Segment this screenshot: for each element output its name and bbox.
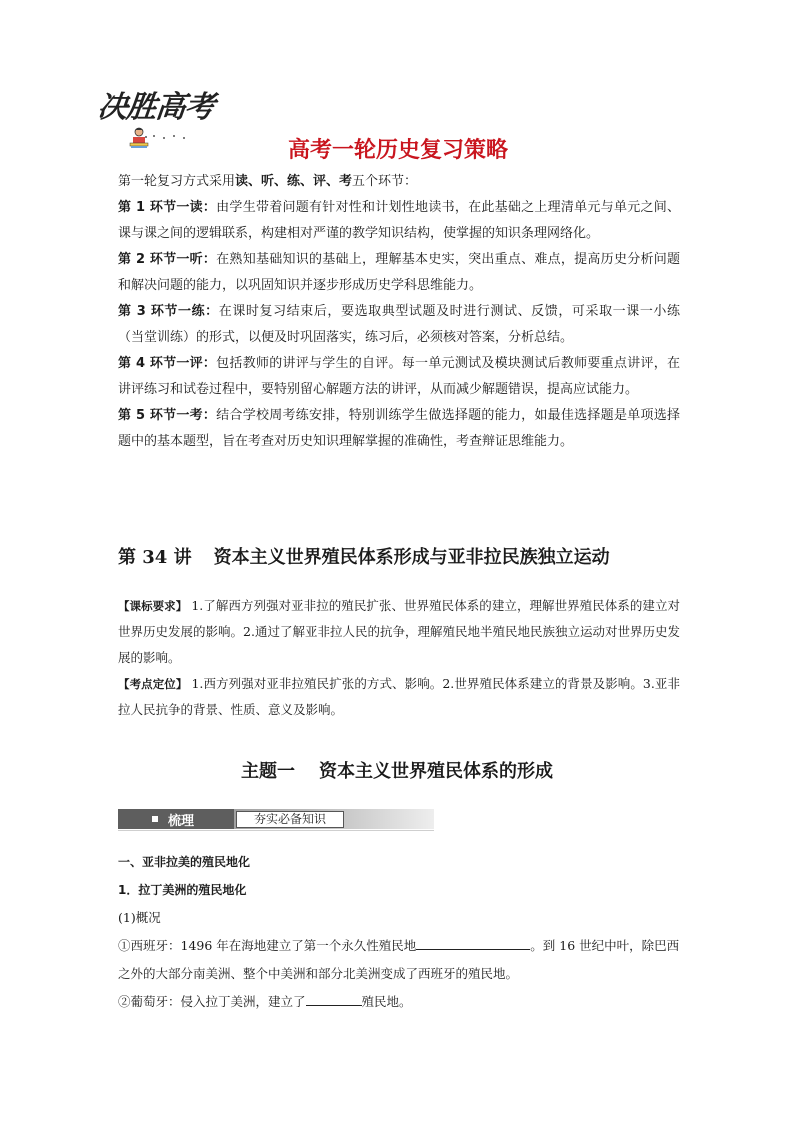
intro-step: 第 1 环节一读：由学生带着问题有针对性和计划性地读书，在此基础之上理清单元与单元之间、课与课之间的逻辑联系，构建相对严谨的教学知识结构，使掌握的知识条理网络化。 — [118, 200, 680, 241]
section-heading: 一、亚非拉美的殖民地化 — [118, 855, 251, 869]
exam-focus: 【考点定位】 1.西方列强对亚非拉殖民扩张的方式、影响。2.世界殖民体系建立的背景及影响。3.亚非拉人民抗争的背景、性质、意义及影响。 — [118, 676, 680, 717]
requirements — [118, 593, 680, 723]
banner-box: 夯实必备知识 — [236, 811, 344, 828]
subsection-heading: 1．拉丁美洲的殖民地化 — [118, 883, 247, 897]
content — [118, 848, 680, 1016]
square-bullet-icon — [152, 816, 158, 822]
lecture-title: 第 34 讲 资本主义世界殖民体系形成与亚非拉民族独立运动 — [118, 547, 610, 568]
answer-blank[interactable] — [416, 933, 530, 950]
banner-underline — [118, 830, 434, 831]
intro-lead: 第一轮复习方式采用读、听、练、评、考五个环节： — [118, 174, 418, 189]
intro-section — [118, 169, 680, 455]
intro-step: 第 3 环节一练：在课时复习结束后，要选取典型试题及时进行测试、反馈，可采取一课一小练（当堂训练）的形式，以便及时巩固落实，练习后，必须核对答案，分析总结。 — [118, 304, 680, 345]
page-title: 高考一轮历史复习策略 — [287, 138, 508, 163]
spain-item: ①西班牙：1496 年在海地建立了第一个永久性殖民地 。到 16 世纪中叶，除巴西之外的大部分南美洲、整个中美洲和部分北美洲变成了西班牙的殖民地。 — [118, 932, 680, 988]
standard-requirement: 【课标要求】 1.了解西方列强对亚非拉的殖民扩张、世界殖民体系的建立，理解世界殖民体系的建立对世界历史发展的影响。2.通过了解亚非拉人民的抗争，理解殖民地半殖民地民族独立运动对世界历史发展的影响。 — [118, 598, 680, 665]
overview-label: (1)概况 — [118, 910, 161, 925]
intro-step: 第 4 环节一评：包括教师的讲评与学生的自评。每一单元测试及模块测试后教师要重点讲评，在讲评练习和试卷过程中，要特别留心解题方法的讲评，从而减少解题错误，提高应试能力。 — [118, 356, 680, 397]
intro-step: 第 2 环节一听：在熟知基础知识的基础上，理解基本史实，突出重点、难点，提高历史分析问题和解决问题的能力，以巩固知识并逐步形成历史学科思维能力。 — [118, 252, 680, 293]
banner-label: 梳理 — [168, 814, 195, 829]
portugal-item: ②葡萄牙：侵入拉丁美洲，建立了 殖民地。 — [118, 988, 680, 1016]
intro-step: 第 5 环节一考：结合学校周考练安排，特别训练学生做选择题的能力，如最佳选择题是单项选择题中的基本题型，旨在考查对历史知识理解掌握的准确性，考查辩证思维能力。 — [118, 408, 680, 449]
logo-text: 决胜高考 — [95, 90, 216, 125]
answer-blank[interactable] — [306, 989, 362, 1006]
topic-title: 主题一 资本主义世界殖民体系的形成 — [241, 761, 553, 782]
section-banner — [118, 809, 434, 831]
